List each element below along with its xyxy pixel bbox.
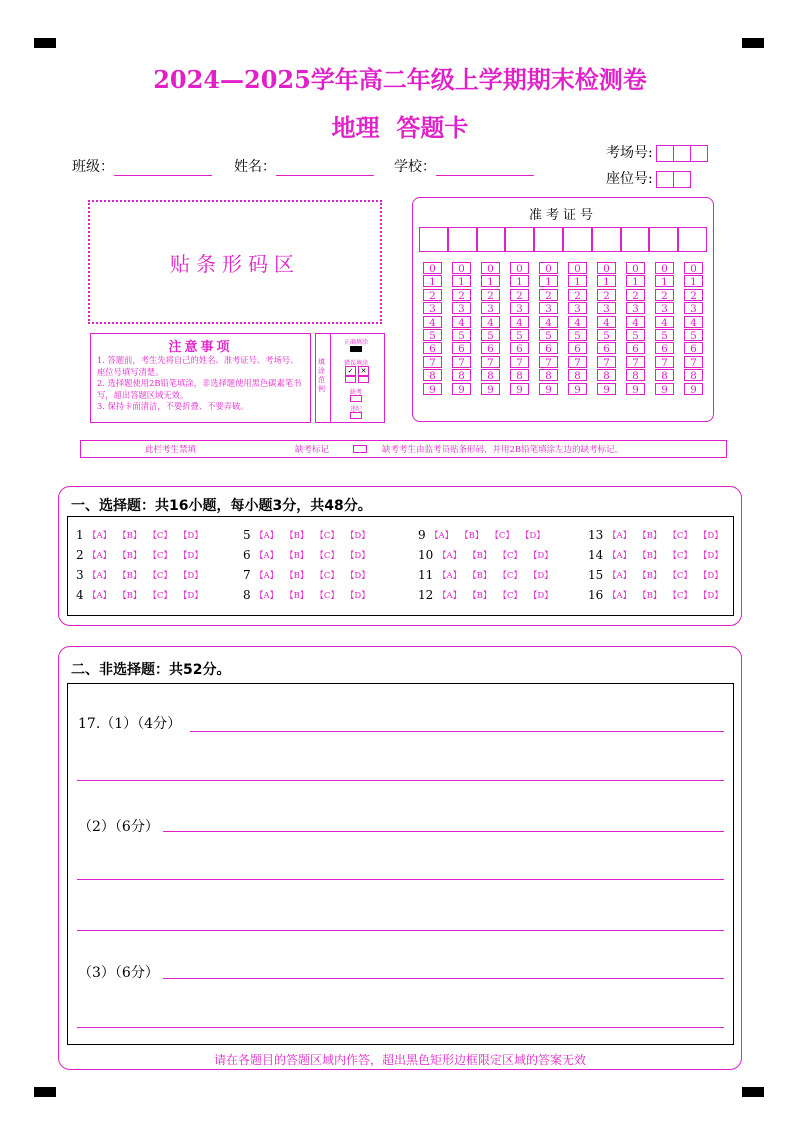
class-field[interactable] bbox=[72, 156, 212, 176]
exam-id-bubble[interactable]: 1 bbox=[510, 275, 529, 287]
exam-id-bubble[interactable]: 9 bbox=[568, 383, 587, 395]
exam-id-write-cell[interactable] bbox=[621, 227, 650, 252]
mc-option-bubble[interactable]: 【D】 bbox=[178, 591, 203, 601]
mc-question-number: 8 bbox=[243, 588, 251, 602]
mc-option-bubble[interactable]: 【C】 bbox=[315, 531, 339, 541]
mc-option-bubble[interactable]: 【B】 bbox=[638, 531, 662, 541]
mc-option-bubble[interactable]: 【B】 bbox=[285, 571, 309, 581]
exam-id-bubble[interactable]: 4 bbox=[684, 316, 703, 328]
school-label: 学校： bbox=[394, 159, 436, 175]
mc-option-bubble[interactable]: 【D】 bbox=[528, 551, 553, 561]
exam-id-bubble[interactable]: 0 bbox=[510, 262, 529, 274]
exam-id-bubble[interactable]: 5 bbox=[655, 329, 674, 341]
absent-mark-note: 缺考考生由监考员贴条形码，并用2B铅笔填涂左边的缺考标记。 bbox=[382, 445, 624, 455]
exam-id-bubble[interactable]: 1 bbox=[539, 275, 558, 287]
exam-id-bubble[interactable]: 7 bbox=[539, 356, 558, 368]
mc-option-bubble[interactable]: 【A】 bbox=[608, 551, 632, 561]
exam-id-bubble[interactable]: 1 bbox=[452, 275, 471, 287]
mc-option-bubble[interactable]: 【A】 bbox=[88, 571, 112, 581]
exam-id-bubble[interactable]: 6 bbox=[423, 342, 442, 354]
exam-id-bubble[interactable]: 7 bbox=[655, 356, 674, 368]
fill-example-box bbox=[315, 333, 385, 423]
mc-option-bubble[interactable]: 【A】 bbox=[608, 591, 632, 601]
exam-id-bubble[interactable]: 2 bbox=[684, 289, 703, 301]
mc-option-bubble[interactable]: 【B】 bbox=[118, 571, 142, 581]
q17-1-label: 17.（1）（4分） bbox=[78, 716, 182, 732]
registration-mark-top-right bbox=[742, 38, 764, 48]
exam-id-bubble[interactable]: 9 bbox=[510, 383, 529, 395]
mc-option-bubble[interactable]: 【A】 bbox=[438, 591, 462, 601]
mc-question-number: 5 bbox=[243, 528, 251, 542]
exam-id-bubble[interactable]: 8 bbox=[626, 369, 645, 381]
exam-id-bubble[interactable]: 6 bbox=[568, 342, 587, 354]
mc-option-bubble[interactable]: 【C】 bbox=[668, 591, 692, 601]
mc-option-bubble[interactable]: 【B】 bbox=[468, 571, 492, 581]
exam-id-bubble[interactable]: 8 bbox=[510, 369, 529, 381]
mc-question bbox=[76, 548, 210, 562]
mc-option-bubble[interactable]: 【D】 bbox=[698, 571, 723, 581]
proctor-strip-left: 此栏考生禁填 bbox=[145, 445, 197, 455]
exam-id-bubble[interactable]: 7 bbox=[626, 356, 645, 368]
mc-question-number: 1 bbox=[76, 528, 84, 542]
exam-id-bubble[interactable]: 7 bbox=[481, 356, 500, 368]
correct-fill-sample bbox=[350, 346, 362, 352]
exam-id-bubble[interactable]: 7 bbox=[568, 356, 587, 368]
exam-id-panel bbox=[412, 197, 714, 422]
mc-option-bubble[interactable]: 【C】 bbox=[148, 551, 172, 561]
exam-id-bubble[interactable]: 3 bbox=[539, 302, 558, 314]
exam-id-write-cell[interactable] bbox=[678, 227, 707, 252]
mc-option-bubble[interactable]: 【B】 bbox=[468, 591, 492, 601]
mc-question-number: 7 bbox=[243, 568, 251, 582]
wrong-fill-dash-icon bbox=[345, 376, 356, 383]
mc-question bbox=[418, 528, 552, 542]
exam-id-bubble[interactable]: 5 bbox=[539, 329, 558, 341]
mc-option-bubble[interactable]: 【B】 bbox=[638, 551, 662, 561]
mc-option-bubble[interactable]: 【C】 bbox=[315, 591, 339, 601]
proctor-strip bbox=[80, 440, 727, 458]
mc-option-bubble[interactable]: 【C】 bbox=[148, 531, 172, 541]
mc-option-bubble[interactable]: 【C】 bbox=[498, 551, 522, 561]
mc-option-bubble[interactable]: 【A】 bbox=[88, 531, 112, 541]
wrong-fill-dot-icon bbox=[358, 376, 369, 383]
notice-item: 3. 保持卡面清洁，不要折叠、不要弄破。 bbox=[97, 401, 249, 411]
notice-box bbox=[90, 333, 311, 423]
violation-box[interactable] bbox=[350, 412, 362, 419]
room-number-field[interactable] bbox=[606, 142, 708, 162]
exam-id-bubble[interactable]: 4 bbox=[626, 316, 645, 328]
exam-id-bubble[interactable]: 9 bbox=[452, 383, 471, 395]
absent-mark-label: 缺考标记 bbox=[295, 445, 330, 455]
mc-option-bubble[interactable]: 【B】 bbox=[468, 551, 492, 561]
exam-id-write-row bbox=[419, 227, 707, 252]
exam-id-title: 准考证号 bbox=[528, 208, 597, 223]
exam-id-bubble[interactable]: 0 bbox=[568, 262, 587, 274]
mc-option-bubble[interactable]: 【C】 bbox=[315, 551, 339, 561]
mc-option-bubble[interactable]: 【B】 bbox=[118, 551, 142, 561]
mc-question bbox=[243, 528, 377, 542]
exam-id-write-cell[interactable] bbox=[649, 227, 678, 252]
exam-id-bubble[interactable]: 3 bbox=[597, 302, 616, 314]
q17-3-label: （3）（6分） bbox=[78, 965, 159, 981]
exam-id-bubble[interactable]: 5 bbox=[481, 329, 500, 341]
exam-id-bubble-grid bbox=[423, 262, 713, 395]
exam-id-bubble[interactable]: 4 bbox=[568, 316, 587, 328]
mc-option-bubble[interactable]: 【A】 bbox=[430, 531, 454, 541]
exam-id-bubble[interactable]: 8 bbox=[452, 369, 471, 381]
exam-id-bubble[interactable]: 5 bbox=[423, 329, 442, 341]
exam-id-bubble[interactable]: 2 bbox=[452, 289, 471, 301]
mc-option-bubble[interactable]: 【D】 bbox=[698, 591, 723, 601]
mc-option-bubble[interactable]: 【D】 bbox=[345, 531, 370, 541]
mc-question-number: 16 bbox=[588, 588, 604, 602]
mc-question bbox=[588, 588, 730, 602]
exam-id-bubble[interactable]: 0 bbox=[481, 262, 500, 274]
mc-question bbox=[588, 528, 730, 542]
exam-id-bubble[interactable]: 2 bbox=[655, 289, 674, 301]
mc-question-number: 14 bbox=[588, 548, 604, 562]
mc-question bbox=[243, 588, 377, 602]
exam-id-bubble[interactable]: 3 bbox=[684, 302, 703, 314]
q17-2-label: （2）（6分） bbox=[78, 819, 159, 835]
absent-mark-box[interactable] bbox=[353, 445, 367, 453]
mc-question-number: 15 bbox=[588, 568, 604, 582]
exam-id-bubble[interactable]: 4 bbox=[597, 316, 616, 328]
mc-option-bubble[interactable]: 【D】 bbox=[345, 551, 370, 561]
mc-option-bubble[interactable]: 【D】 bbox=[345, 571, 370, 581]
page-subtitle: 地理 答题卡 bbox=[331, 113, 469, 142]
exam-id-bubble[interactable]: 3 bbox=[423, 302, 442, 314]
exam-id-bubble[interactable]: 4 bbox=[452, 316, 471, 328]
exam-id-bubble[interactable]: 0 bbox=[539, 262, 558, 274]
registration-mark-bottom-right bbox=[742, 1087, 764, 1097]
exam-id-bubble[interactable]: 0 bbox=[423, 262, 442, 274]
mc-question bbox=[418, 588, 560, 602]
exam-id-bubble[interactable]: 6 bbox=[452, 342, 471, 354]
free-response-section bbox=[58, 646, 742, 1070]
exam-id-write-cell[interactable] bbox=[477, 227, 506, 252]
exam-id-bubble[interactable]: 8 bbox=[481, 369, 500, 381]
exam-id-bubble[interactable]: 4 bbox=[655, 316, 674, 328]
name-field[interactable] bbox=[234, 156, 374, 176]
exam-id-bubble[interactable]: 1 bbox=[597, 275, 616, 287]
seat-label: 座位号: bbox=[606, 171, 653, 187]
mc-question-number: 12 bbox=[418, 588, 434, 602]
notice-item: 1. 答题前，考生先将自己的姓名、准考证号、考场号、座位号填写清楚。 bbox=[97, 355, 299, 377]
mc-option-bubble[interactable]: 【B】 bbox=[118, 591, 142, 601]
exam-id-bubble[interactable]: 2 bbox=[568, 289, 587, 301]
mc-question-number: 11 bbox=[418, 568, 434, 582]
fill-example-label: 填涂范例 bbox=[318, 358, 325, 393]
exam-id-bubble[interactable]: 5 bbox=[568, 329, 587, 341]
exam-id-write-cell[interactable] bbox=[448, 227, 477, 252]
correct-fill-label: 正确填涂 bbox=[344, 339, 369, 346]
exam-id-bubble[interactable]: 2 bbox=[423, 289, 442, 301]
mc-option-bubble[interactable]: 【A】 bbox=[255, 531, 279, 541]
mc-question-number: 2 bbox=[76, 548, 84, 562]
exam-id-bubble[interactable]: 2 bbox=[539, 289, 558, 301]
exam-id-bubble[interactable]: 1 bbox=[481, 275, 500, 287]
mc-question-number: 10 bbox=[418, 548, 434, 562]
registration-mark-bottom-left bbox=[34, 1087, 56, 1097]
mc-option-bubble[interactable]: 【A】 bbox=[438, 571, 462, 581]
mc-option-bubble[interactable]: 【B】 bbox=[638, 591, 662, 601]
exam-id-bubble[interactable]: 5 bbox=[452, 329, 471, 341]
mc-question bbox=[76, 568, 210, 582]
exam-id-bubble[interactable]: 4 bbox=[481, 316, 500, 328]
mc-option-bubble[interactable]: 【C】 bbox=[498, 591, 522, 601]
wrong-fill-cross-icon: ✕ bbox=[358, 366, 369, 376]
exam-id-write-cell[interactable] bbox=[534, 227, 563, 252]
mc-option-bubble[interactable]: 【D】 bbox=[520, 531, 545, 541]
answer-line[interactable] bbox=[190, 731, 724, 732]
answer-line[interactable] bbox=[77, 930, 724, 931]
mc-option-bubble[interactable]: 【D】 bbox=[528, 571, 553, 581]
absent-box[interactable] bbox=[350, 395, 362, 402]
exam-id-bubble[interactable]: 1 bbox=[423, 275, 442, 287]
exam-id-bubble[interactable]: 8 bbox=[423, 369, 442, 381]
exam-id-bubble[interactable]: 1 bbox=[568, 275, 587, 287]
exam-id-bubble[interactable]: 3 bbox=[568, 302, 587, 314]
exam-id-bubble[interactable]: 6 bbox=[684, 342, 703, 354]
class-label: 班级： bbox=[72, 159, 114, 175]
mc-option-bubble[interactable]: 【A】 bbox=[438, 551, 462, 561]
mc-option-bubble[interactable]: 【D】 bbox=[528, 591, 553, 601]
exam-id-bubble[interactable]: 9 bbox=[626, 383, 645, 395]
registration-mark-top-left bbox=[34, 38, 56, 48]
mc-option-bubble[interactable]: 【B】 bbox=[638, 571, 662, 581]
exam-id-bubble[interactable]: 7 bbox=[510, 356, 529, 368]
mc-question bbox=[243, 548, 377, 562]
mc-question-number: 9 bbox=[418, 528, 426, 542]
mc-option-bubble[interactable]: 【A】 bbox=[88, 591, 112, 601]
exam-id-bubble[interactable]: 9 bbox=[684, 383, 703, 395]
exam-id-bubble[interactable]: 9 bbox=[597, 383, 616, 395]
exam-id-bubble[interactable]: 7 bbox=[452, 356, 471, 368]
notice-title: 注意事项 bbox=[168, 340, 233, 355]
exam-id-bubble[interactable]: 2 bbox=[510, 289, 529, 301]
exam-id-bubble[interactable]: 3 bbox=[452, 302, 471, 314]
footer-note: 请在各题目的答题区域内作答，超出黑色矩形边框限定区域的答案无效 bbox=[213, 1053, 586, 1067]
mc-option-bubble[interactable]: 【A】 bbox=[255, 551, 279, 561]
room-label: 考场号: bbox=[606, 145, 653, 161]
exam-id-bubble[interactable]: 9 bbox=[481, 383, 500, 395]
section2-title: 二、非选择题：共52分。 bbox=[71, 662, 231, 678]
exam-id-bubble[interactable]: 4 bbox=[539, 316, 558, 328]
answer-line[interactable] bbox=[77, 780, 724, 781]
mc-option-bubble[interactable]: 【C】 bbox=[490, 531, 514, 541]
exam-id-bubble[interactable]: 1 bbox=[684, 275, 703, 287]
exam-id-bubble[interactable]: 5 bbox=[597, 329, 616, 341]
wrong-fill-check-icon: ✓ bbox=[345, 366, 356, 376]
exam-id-bubble[interactable]: 9 bbox=[655, 383, 674, 395]
mc-option-bubble[interactable]: 【C】 bbox=[315, 571, 339, 581]
page-title: 2024—2025学年高二年级上学期期末检测卷 bbox=[153, 65, 647, 94]
mc-option-bubble[interactable]: 【D】 bbox=[178, 531, 203, 541]
wrong-fill-label: 错误填涂 bbox=[344, 360, 369, 367]
section1-title: 一、选择题：共16小题，每小题3分，共48分。 bbox=[71, 498, 372, 514]
exam-id-bubble[interactable]: 5 bbox=[510, 329, 529, 341]
exam-id-bubble[interactable]: 1 bbox=[626, 275, 645, 287]
mc-option-bubble[interactable]: 【A】 bbox=[608, 531, 632, 541]
exam-id-bubble[interactable]: 4 bbox=[423, 316, 442, 328]
exam-id-write-cell[interactable] bbox=[419, 227, 448, 252]
exam-id-bubble[interactable]: 8 bbox=[597, 369, 616, 381]
exam-id-bubble[interactable]: 6 bbox=[481, 342, 500, 354]
exam-id-bubble[interactable]: 3 bbox=[481, 302, 500, 314]
exam-id-bubble[interactable]: 2 bbox=[626, 289, 645, 301]
exam-id-bubble[interactable]: 7 bbox=[684, 356, 703, 368]
exam-id-bubble[interactable]: 8 bbox=[568, 369, 587, 381]
mc-option-bubble[interactable]: 【D】 bbox=[698, 531, 723, 541]
mc-option-bubble[interactable]: 【C】 bbox=[498, 571, 522, 581]
mc-option-bubble[interactable]: 【B】 bbox=[460, 531, 484, 541]
mc-question bbox=[76, 528, 210, 542]
violation-label: 违纪 bbox=[350, 406, 363, 413]
mc-question-number: 6 bbox=[243, 548, 251, 562]
mc-question bbox=[588, 568, 730, 582]
mc-option-bubble[interactable]: 【D】 bbox=[345, 591, 370, 601]
exam-id-bubble[interactable]: 3 bbox=[626, 302, 645, 314]
barcode-area bbox=[88, 200, 382, 324]
exam-id-bubble[interactable]: 0 bbox=[597, 262, 616, 274]
school-field[interactable] bbox=[394, 156, 534, 176]
name-label: 姓名： bbox=[234, 159, 276, 175]
mc-option-bubble[interactable]: 【B】 bbox=[285, 591, 309, 601]
mc-question bbox=[243, 568, 377, 582]
exam-id-bubble[interactable]: 6 bbox=[510, 342, 529, 354]
mc-option-bubble[interactable]: 【A】 bbox=[255, 571, 279, 581]
mc-question bbox=[76, 588, 210, 602]
exam-id-bubble[interactable]: 6 bbox=[597, 342, 616, 354]
answer-line[interactable] bbox=[163, 978, 724, 979]
mc-option-bubble[interactable]: 【A】 bbox=[255, 591, 279, 601]
mc-option-bubble[interactable]: 【C】 bbox=[148, 571, 172, 581]
exam-id-bubble[interactable]: 6 bbox=[626, 342, 645, 354]
exam-id-bubble[interactable]: 8 bbox=[655, 369, 674, 381]
exam-id-bubble[interactable]: 5 bbox=[626, 329, 645, 341]
exam-id-bubble[interactable]: 2 bbox=[597, 289, 616, 301]
exam-id-bubble[interactable]: 6 bbox=[655, 342, 674, 354]
mc-option-bubble[interactable]: 【C】 bbox=[148, 591, 172, 601]
mc-option-bubble[interactable]: 【A】 bbox=[88, 551, 112, 561]
exam-id-bubble[interactable]: 0 bbox=[626, 262, 645, 274]
mc-question bbox=[588, 548, 730, 562]
mc-option-bubble[interactable]: 【B】 bbox=[285, 531, 309, 541]
exam-id-bubble[interactable]: 7 bbox=[423, 356, 442, 368]
mc-option-bubble[interactable]: 【C】 bbox=[668, 551, 692, 561]
exam-id-bubble[interactable]: 8 bbox=[684, 369, 703, 381]
mc-question-number: 3 bbox=[76, 568, 84, 582]
exam-id-bubble[interactable]: 4 bbox=[510, 316, 529, 328]
mc-question-number: 4 bbox=[76, 588, 84, 602]
exam-id-write-cell[interactable] bbox=[592, 227, 621, 252]
exam-id-bubble[interactable]: 8 bbox=[539, 369, 558, 381]
answer-line[interactable] bbox=[77, 879, 724, 880]
answer-line[interactable] bbox=[163, 831, 724, 832]
mc-option-bubble[interactable]: 【D】 bbox=[178, 551, 203, 561]
exam-id-bubble[interactable]: 5 bbox=[684, 329, 703, 341]
exam-id-bubble[interactable]: 7 bbox=[597, 356, 616, 368]
mc-question bbox=[418, 548, 560, 562]
exam-id-bubble[interactable]: 2 bbox=[481, 289, 500, 301]
mc-option-bubble[interactable]: 【A】 bbox=[608, 571, 632, 581]
exam-id-write-cell[interactable] bbox=[505, 227, 534, 252]
mc-option-bubble[interactable]: 【C】 bbox=[668, 531, 692, 541]
exam-id-bubble[interactable]: 9 bbox=[539, 383, 558, 395]
exam-id-bubble[interactable]: 0 bbox=[452, 262, 471, 274]
exam-id-bubble[interactable]: 6 bbox=[539, 342, 558, 354]
absent-label: 缺考 bbox=[350, 389, 363, 396]
mc-option-bubble[interactable]: 【B】 bbox=[118, 531, 142, 541]
mc-option-bubble[interactable]: 【D】 bbox=[178, 571, 203, 581]
exam-id-bubble[interactable]: 1 bbox=[655, 275, 674, 287]
answer-line[interactable] bbox=[77, 1027, 724, 1028]
mc-question-number: 13 bbox=[588, 528, 604, 542]
exam-id-bubble[interactable]: 3 bbox=[655, 302, 674, 314]
seat-number-field[interactable] bbox=[606, 168, 691, 188]
exam-id-bubble[interactable]: 0 bbox=[684, 262, 703, 274]
notice-item: 2. 选择题使用2B铅笔填涂，非选择题使用黑色碳素笔书写，超出答题区域无效。 bbox=[97, 378, 302, 400]
exam-id-write-cell[interactable] bbox=[563, 227, 592, 252]
free-response-area bbox=[67, 683, 734, 1045]
mc-option-bubble[interactable]: 【D】 bbox=[698, 551, 723, 561]
barcode-label: 贴条形码区 bbox=[170, 251, 300, 276]
exam-id-bubble[interactable]: 0 bbox=[655, 262, 674, 274]
mc-question bbox=[418, 568, 560, 582]
exam-id-bubble[interactable]: 9 bbox=[423, 383, 442, 395]
mc-option-bubble[interactable]: 【C】 bbox=[668, 571, 692, 581]
mc-option-bubble[interactable]: 【B】 bbox=[285, 551, 309, 561]
exam-id-bubble[interactable]: 3 bbox=[510, 302, 529, 314]
